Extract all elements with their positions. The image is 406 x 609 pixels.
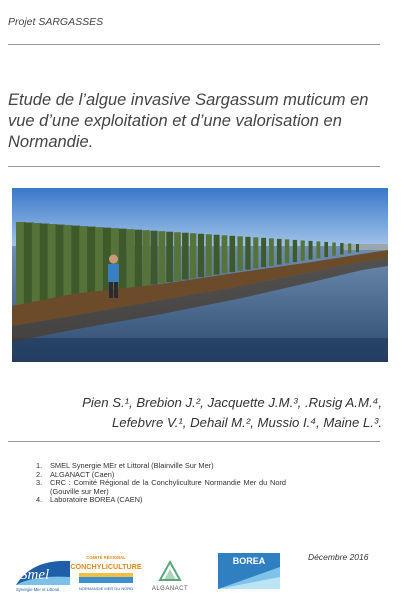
trestle-post bbox=[166, 232, 173, 282]
crc-logo-line-2: CONCHYLICULTURE bbox=[70, 562, 142, 571]
cover-photo bbox=[12, 188, 388, 362]
trestle-post bbox=[253, 237, 258, 268]
smel-logo-name: Smel bbox=[20, 567, 50, 583]
header-rule bbox=[8, 44, 380, 45]
smel-logo bbox=[14, 555, 72, 593]
alganact-logo bbox=[146, 560, 194, 594]
document-title bbox=[8, 90, 388, 153]
trestle-post bbox=[79, 226, 88, 296]
trestle-post bbox=[245, 237, 250, 270]
trestle-post bbox=[182, 233, 189, 280]
trestle-post bbox=[309, 241, 313, 260]
trestle-post bbox=[229, 236, 235, 272]
authors-rule bbox=[8, 441, 380, 442]
crc-logo-line-1: COMITÉ RÉGIONAL bbox=[86, 555, 126, 560]
title-part-1: Etude de l’algue invasive bbox=[8, 91, 196, 109]
publication-date: Décembre 2016 bbox=[308, 552, 369, 562]
trestle-post bbox=[348, 243, 351, 253]
smel-logo-tagline: Synergie Mer et Littoral bbox=[16, 587, 60, 592]
trestle-post bbox=[356, 244, 359, 252]
affiliation-item: 1. SMEL Synergie MEr et Littoral (Blainville Sur Mer) bbox=[36, 461, 214, 470]
trestle-post bbox=[324, 242, 328, 257]
trestle-post bbox=[87, 227, 96, 295]
title-rule bbox=[8, 166, 380, 167]
trestle-post bbox=[301, 240, 305, 260]
trestle-post bbox=[95, 227, 103, 293]
project-label: Projet SARGASSES bbox=[8, 16, 104, 28]
trestle-post bbox=[174, 232, 181, 281]
trestle-post bbox=[119, 229, 127, 290]
trestle-post bbox=[127, 229, 135, 288]
title-part-2: en vue d’une exploitation et d’une valorisation en Normandie. bbox=[8, 91, 369, 151]
authors-line-1: Pien S.¹, Brebion J.², Jacquette J.M.³, .Rusig A.M.⁴, bbox=[82, 395, 382, 410]
authors-line-2: Lefebvre V.¹, Dehail M.², Mussio I.⁴, Maine L.³. bbox=[111, 415, 382, 430]
trestle-post bbox=[214, 235, 220, 275]
trestle-post bbox=[63, 225, 72, 298]
trestle-post bbox=[150, 231, 157, 285]
trestle-post bbox=[277, 239, 282, 265]
affiliation-item: 4. Laboratoire BOREA (CAEN) bbox=[36, 495, 143, 505]
author-list bbox=[0, 393, 382, 433]
title-species: Sargassum muticum bbox=[195, 91, 346, 109]
trestle-post bbox=[293, 240, 297, 262]
trestle-post bbox=[332, 242, 335, 255]
trestle-post bbox=[158, 231, 165, 283]
affiliations-list bbox=[36, 462, 286, 505]
crc-logo bbox=[70, 553, 142, 593]
crc-logo-line-3: NORMANDIE MER DU NORD bbox=[78, 586, 134, 591]
affiliation-item: 2. ALGANACT (Caen) bbox=[36, 469, 115, 479]
trestle-post bbox=[143, 230, 150, 286]
trestle-post bbox=[56, 225, 65, 300]
trestle-post bbox=[198, 234, 204, 277]
trestle-post bbox=[285, 239, 289, 263]
oyster-farm-photo bbox=[12, 188, 388, 362]
trestle-post bbox=[222, 235, 228, 273]
trestle-post bbox=[316, 241, 320, 258]
borea-logo-name: BOREA bbox=[232, 556, 266, 566]
alganact-logo-name: ALGANACT bbox=[151, 586, 189, 592]
trestle-post bbox=[135, 230, 143, 287]
trestle-post bbox=[190, 233, 196, 278]
trestle-post bbox=[340, 243, 343, 255]
trestle-post bbox=[237, 236, 242, 271]
trestle-post bbox=[269, 238, 274, 265]
trestle-post bbox=[206, 234, 212, 276]
trestle-post bbox=[71, 226, 80, 298]
borea-logo bbox=[218, 553, 280, 589]
affiliation-item: 3. CRC : Comité Régional de la Conchyliculture Normandie Mer du Nord (Gouville sur Mer) bbox=[36, 478, 286, 496]
trestle-post bbox=[261, 238, 266, 267]
